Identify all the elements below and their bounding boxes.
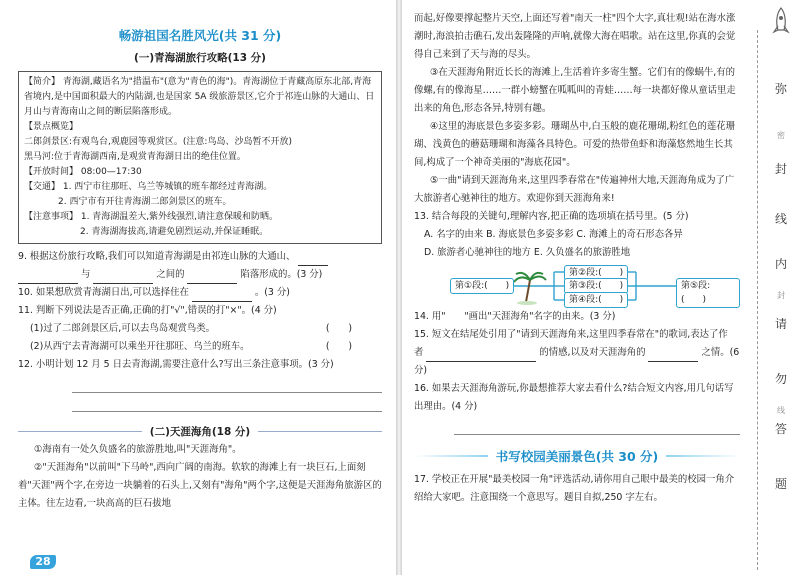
q11-answer-1[interactable]: ( )	[325, 323, 352, 334]
right-page	[402, 0, 800, 575]
q16-answer-line-1[interactable]	[454, 416, 740, 435]
guide-traffic-2: 2. 西宁市有开往青海湖二郎剑景区的班车。	[58, 197, 232, 207]
question-15	[414, 326, 740, 380]
rocket-icon	[771, 6, 791, 36]
q12-answer-line-2[interactable]	[72, 393, 382, 412]
q15-blank-1[interactable]	[426, 349, 536, 362]
passage-para-2: ②"天涯海角"以前叫"下马岭",西向广阔的南海。软软的海滩上有一块巨石,上面刻着"天涯"两个字,在旁边一块躺着的石头上,又刻有"海角"两个字,这便是天涯海角旅游区的主体。往左边看,一块高高的巨石拔地	[18, 462, 382, 509]
q15-text-d: 之情。(6 分)	[414, 347, 740, 376]
q10-score: 。(3 分)	[254, 287, 290, 298]
part2-title-band	[18, 424, 382, 439]
guide-notice-2: 2. 青海湖海拔高,请避免剧烈运动,并保证睡眠。	[80, 227, 269, 237]
diagram-box-para-3[interactable]: 第③段:( )	[564, 278, 628, 294]
q10-text: 10. 如果想欣赏青海湖日出,可以选择住在	[18, 287, 189, 298]
question-11: 11. 判断下列说法是否正确,正确的打"√",错误的打"×"。(4 分)	[18, 305, 277, 316]
margin-small-3: 线	[777, 406, 785, 415]
margin-char-3: 线	[774, 212, 787, 226]
margin-small-2: 封	[777, 291, 785, 300]
q13-options-2: D. 旅游者心驰神往的地方 E. 久负盛名的旅游胜地	[424, 247, 631, 258]
guide-time: 【开放时间】 08:00—17:30	[24, 167, 142, 177]
passage-para-3: ③在天涯海角附近长长的海滩上,生活着许多寄生蟹。它们有的像蜗牛,有的像螺,有的像海星……一群小螃蟹在呱呱叫的青蛙……每一块都好像从童话里走出来的角色,形态各异,特别有趣。	[414, 67, 736, 114]
q9-blank-3[interactable]	[93, 271, 153, 284]
question-14: 14. 用" "画出"天涯海角"名字的由来。(3 分)	[414, 311, 616, 322]
part2-title: (二)天涯海角(18 分)	[149, 426, 251, 438]
question-10	[18, 284, 382, 302]
q11-item-2-text: (2)从西宁去青海湖可以乘坐开往那旺、乌兰的班车。	[30, 341, 250, 352]
section-title-band-writing	[414, 447, 740, 465]
q10-blank[interactable]	[192, 289, 252, 302]
q9-text-a: 9. 根据这份旅行攻略,我们可以知道青海湖是由祁连山脉的大通山、	[18, 251, 296, 262]
q15-text-b: 者	[414, 347, 424, 358]
margin-char-2: 封	[774, 162, 787, 176]
q13-options-1: A. 名字的由来 B. 海底景色多姿多彩 C. 海滩上的奇石形态各异	[424, 229, 683, 240]
margin-char-6: 勿	[774, 372, 787, 386]
palm-tree-icon	[514, 273, 546, 305]
paragraph-structure-diagram	[414, 266, 740, 306]
travel-guide-box	[18, 71, 382, 244]
diagram-box-para-2[interactable]: 第②段:( )	[564, 265, 628, 281]
q15-text-c: 的情感,以及对天涯海角的	[539, 347, 646, 358]
question-13: 13. 结合每段的关键句,理解内容,把正确的选项填在括号里。(5 分)	[414, 211, 689, 222]
guide-scenery-head: 【景点概览】	[24, 122, 79, 132]
q11-item-2	[18, 338, 382, 356]
margin-char-5: 请	[774, 317, 787, 331]
passage-para-5: ⑤一曲"请到天涯海角来,这里四季春常在"传遍神州大地,天涯海角成为了广大旅游者心驰神往的地方。欢迎你到天涯海角来!	[414, 175, 735, 204]
margin-char-7: 答	[774, 422, 787, 436]
q11-item-1	[18, 320, 382, 338]
q9-blank-4[interactable]	[187, 271, 237, 284]
page-number: 28	[30, 555, 56, 569]
section-title-writing: 书写校园美丽景色(共 30 分)	[495, 449, 659, 464]
question-9	[18, 248, 382, 284]
q11-answer-2[interactable]: ( )	[325, 341, 352, 352]
margin-char-1: 弥	[774, 82, 787, 96]
passage-para-1: ①海南有一处久负盛名的旅游胜地,叫"天涯海角"。	[34, 444, 242, 455]
section-title-scenery: 畅游祖国名胜风光(共 31 分)	[118, 28, 282, 43]
passage-para-2-cont: 而起,好像要撑起整片天空,上面还写着"南天一柱"四个大字,真壮观!站在海水涨潮时,海浪拍击礁石,发出轰隆隆的声响,就像大海在唱歌。站在这里,你真的会觉得自己来到了天与海的尽头。	[414, 13, 736, 60]
guide-notice-1: 【注意事项】 1. 青海湖温差大,紫外线强烈,请注意保暖和防晒。	[24, 212, 279, 222]
q9-text-b: 与	[80, 269, 91, 280]
q11-item-1-text: (1)过了二郎剑景区后,可以去鸟岛观赏鸟类。	[30, 323, 216, 334]
part1-title: (一)青海湖旅行攻略(13 分)	[134, 52, 266, 64]
q9-text-c: 之间的	[156, 269, 185, 280]
q15-text-a: 15. 短文在结尾处引用了"请到天涯海角来,这里四季春常在"的歌词,表达了作	[414, 329, 728, 340]
margin-char-8: 题	[774, 477, 787, 491]
guide-intro: 【简介】 青海湖,藏语名为"措温布"(意为"青色的海")。青海湖位于青藏高原东北部,青海省境内,是中国面积最大的内陆湖,也是国家 5A 级旅游景区,它介于祁连山脉的大通山、日月山与青海南山之间的断层陷落形成。	[24, 77, 375, 117]
seal-line	[757, 30, 758, 570]
q12-answer-line-1[interactable]	[72, 374, 382, 393]
seal-margin	[762, 0, 800, 575]
question-16: 16. 如果去天涯海角游玩,你最想推荐大家去看什么?结合短文内容,用几句话写出理由。(4 分)	[414, 383, 734, 412]
left-page	[0, 0, 396, 575]
guide-traffic-1: 【交通】 1. 西宁市往那旺、乌兰等城镇的班车都经过青海湖。	[24, 182, 273, 192]
diagram-box-para-4[interactable]: 第④段:( )	[564, 292, 628, 308]
q9-blank-2[interactable]	[18, 271, 78, 284]
passage-para-4: ④这里的海底景色多姿多彩。珊瑚丛中,白玉般的鹿花珊瑚,粉红色的莲花珊瑚、浅黄色的蘑菇珊瑚和海藻各具特色。可爱的热带鱼虾和海藻悠然地生长其间,构成了一个神奇美丽的"海底花园"。	[414, 121, 735, 168]
q9-text-d: 陷落形成的。(3 分)	[240, 269, 323, 280]
guide-scenery-1: 二郎剑景区:有观鸟台,观鹿园等观赏区。(注意:鸟岛、沙岛暂不开放)	[24, 137, 292, 147]
guide-scenery-2: 黑马河:位于青海湖西南,是观赏青海湖日出的绝佳位置。	[24, 152, 246, 162]
q15-blank-2[interactable]	[648, 349, 698, 362]
margin-small-1: 密	[777, 131, 785, 140]
diagram-box-para-1[interactable]: 第①段:( )	[450, 278, 514, 294]
q9-blank-1[interactable]	[298, 253, 328, 266]
question-17: 17. 学校正在开展"最美校园一角"评选活动,请你用自己眼中最美的校园一角介绍给大家吧。注意围绕一个意思写。题目自拟,250 字左右。	[414, 474, 735, 503]
question-12: 12. 小明计划 12 月 5 日去青海湖,需要注意什么?写出三条注意事项。(3 分)	[18, 359, 334, 370]
margin-char-4: 内	[774, 257, 787, 271]
diagram-box-para-5[interactable]: 第⑤段:( )	[676, 278, 740, 308]
